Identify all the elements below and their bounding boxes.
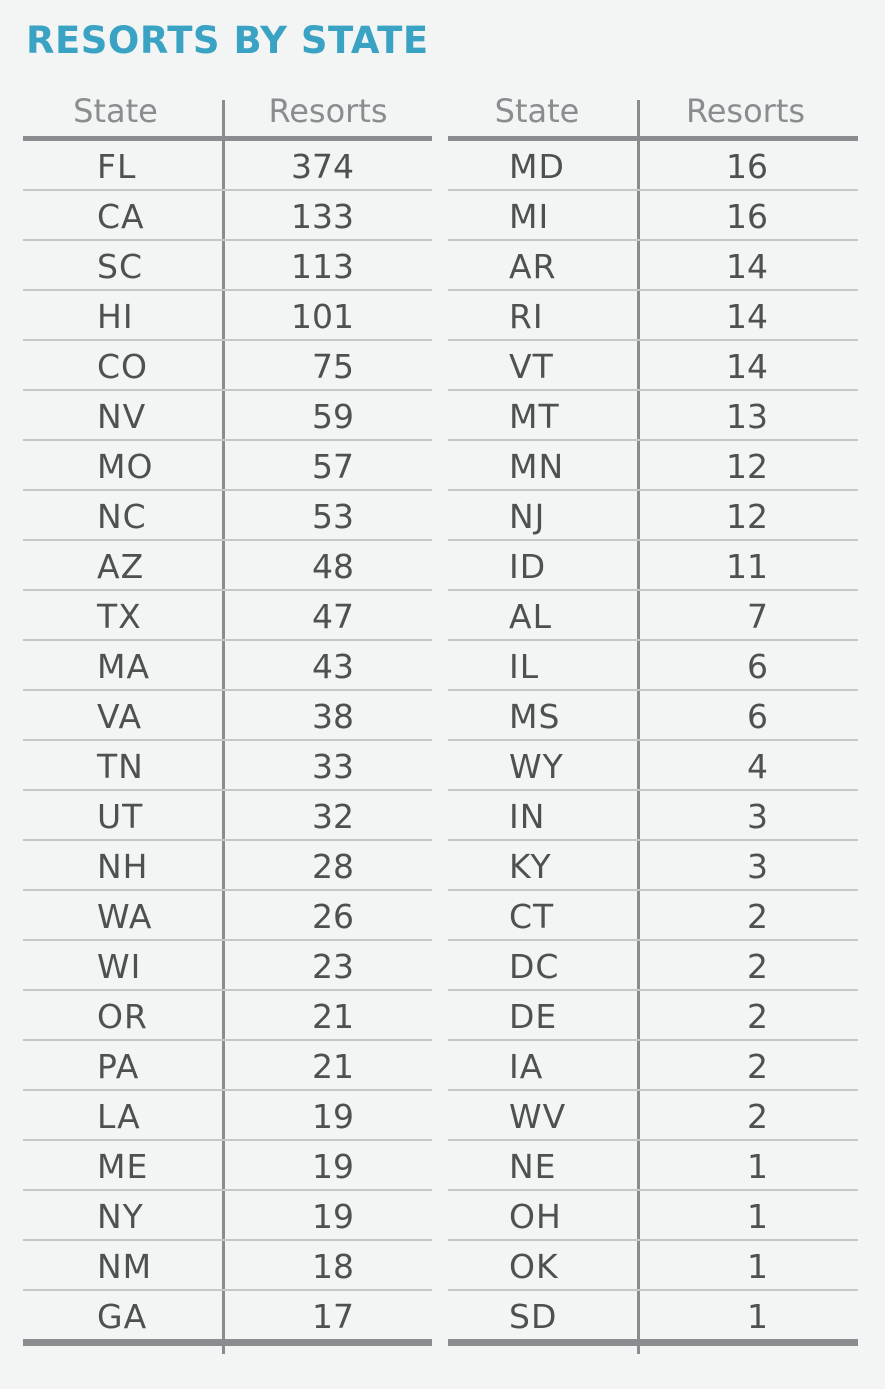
state-cell: WV [509,1097,567,1136]
table-row [448,841,858,891]
resorts-cell: 2 [747,1097,768,1136]
resorts-cell: 18 [312,1247,354,1286]
header-state: State [73,92,158,130]
resorts-cell: 3 [747,847,768,886]
resorts-cell: 21 [312,997,354,1036]
resorts-cell: 33 [312,747,354,786]
state-cell: DC [509,947,560,986]
state-cell: ME [97,1147,149,1186]
table-row [23,1041,432,1091]
table-row [23,1291,432,1346]
table-body [448,141,858,1346]
state-cell: ID [509,547,547,586]
state-cell: HI [97,297,134,336]
table-row [23,241,432,291]
state-cell: VT [509,347,554,386]
resorts-cell: 11 [726,547,768,586]
table-row [23,141,432,191]
resorts-cell: 17 [312,1297,354,1336]
table-row [448,791,858,841]
resorts-cell: 57 [312,447,354,486]
resorts-cell: 1 [747,1147,768,1186]
state-cell: CA [97,197,145,236]
resorts-cell: 16 [726,147,768,186]
resorts-cell: 3 [747,797,768,836]
table-row [23,1241,432,1291]
table-row [448,641,858,691]
resorts-cell: 14 [726,347,768,386]
state-cell: MD [509,147,565,186]
table-row [23,291,432,341]
table-row [448,291,858,341]
resorts-cell: 23 [312,947,354,986]
state-cell: RI [509,297,544,336]
table-row [448,191,858,241]
resorts-cell: 26 [312,897,354,936]
resorts-cell: 19 [312,1097,354,1136]
table-row [448,491,858,541]
resorts-cell: 43 [312,647,354,686]
table-row [448,941,858,991]
resorts-cell: 19 [312,1147,354,1186]
state-cell: MS [509,697,561,736]
resorts-cell: 13 [726,397,768,436]
resorts-cell: 14 [726,297,768,336]
resorts-cell: 48 [312,547,354,586]
state-cell: PA [97,1047,140,1086]
table-row [23,991,432,1041]
state-cell: SD [509,1297,558,1336]
resorts-cell: 2 [747,947,768,986]
resorts-cell: 14 [726,247,768,286]
table-right [448,88,858,1358]
page-title: RESORTS BY STATE [26,19,429,62]
state-cell: AR [509,247,557,286]
state-cell: MI [509,197,550,236]
state-cell: WA [97,897,153,936]
table-row [23,441,432,491]
table-row [23,841,432,891]
resorts-cell: 1 [747,1297,768,1336]
state-cell: NY [97,1197,144,1236]
state-cell: IL [509,647,540,686]
state-cell: KY [509,847,552,886]
table-row [448,541,858,591]
table-row [23,1191,432,1241]
table-row [23,341,432,391]
state-cell: SC [97,247,143,286]
resorts-cell: 101 [291,297,354,336]
table-row [23,1141,432,1191]
table-row [448,591,858,641]
table-row [448,391,858,441]
table-row [23,741,432,791]
table-row [448,1241,858,1291]
table-row [23,691,432,741]
resorts-cell: 75 [312,347,354,386]
table-row [23,391,432,441]
state-cell: NH [97,847,149,886]
state-cell: OH [509,1197,562,1236]
state-cell: OR [97,997,148,1036]
state-cell: UT [97,797,144,836]
state-cell: MO [97,447,154,486]
resorts-cell: 12 [726,497,768,536]
resorts-cell: 32 [312,797,354,836]
state-cell: AL [509,597,552,636]
table-row [448,241,858,291]
state-cell: CT [509,897,555,936]
table-row [448,1141,858,1191]
resorts-cell: 2 [747,1047,768,1086]
table-row [448,741,858,791]
table-row [23,491,432,541]
state-cell: MA [97,647,151,686]
resorts-cell: 38 [312,697,354,736]
table-row [448,691,858,741]
state-cell: FL [97,147,137,186]
table-row [448,991,858,1041]
resorts-cell: 59 [312,397,354,436]
state-cell: WY [509,747,564,786]
resorts-cell: 19 [312,1197,354,1236]
table-body [23,141,432,1346]
table-row [448,341,858,391]
resorts-cell: 133 [291,197,354,236]
resorts-cell: 7 [747,597,768,636]
resorts-cell: 4 [747,747,768,786]
resorts-cell: 2 [747,997,768,1036]
state-cell: MT [509,397,560,436]
table-row [23,641,432,691]
table-left [23,88,432,1358]
resorts-cell: 16 [726,197,768,236]
table-row [448,1041,858,1091]
table-row [23,891,432,941]
table-row [448,141,858,191]
table-row [23,791,432,841]
state-cell: TX [97,597,142,636]
state-cell: MN [509,447,565,486]
state-cell: NC [97,497,147,536]
state-cell: TN [97,747,144,786]
resorts-cell: 53 [312,497,354,536]
resorts-cell: 2 [747,897,768,936]
resorts-cell: 47 [312,597,354,636]
state-cell: NJ [509,497,546,536]
table-header [23,88,432,141]
state-cell: NM [97,1247,153,1286]
header-state: State [494,92,580,130]
resorts-cell: 21 [312,1047,354,1086]
resorts-cell: 12 [726,447,768,486]
resorts-cell: 374 [291,147,354,186]
state-cell: CO [97,347,149,386]
state-cell: IA [509,1047,544,1086]
resorts-cell: 6 [747,647,768,686]
state-cell: DE [509,997,558,1036]
state-cell: WI [97,947,142,986]
state-cell: AZ [97,547,145,586]
table-row [448,1091,858,1141]
table-header [448,88,858,141]
table-row [448,1191,858,1241]
table-row [23,541,432,591]
resorts-cell: 1 [747,1197,768,1236]
table-row [23,591,432,641]
header-resorts: Resorts [685,92,806,130]
state-cell: VA [97,697,143,736]
state-cell: GA [97,1297,148,1336]
table-row [448,1291,858,1346]
table-row [448,891,858,941]
table-row [448,441,858,491]
table-row [23,191,432,241]
table-row [23,1091,432,1141]
state-cell: NV [97,397,147,436]
table-row [23,941,432,991]
resorts-cell: 28 [312,847,354,886]
header-resorts: Resorts [268,92,388,130]
state-cell: IN [509,797,546,836]
state-cell: LA [97,1097,141,1136]
state-cell: OK [509,1247,559,1286]
resorts-cell: 6 [747,697,768,736]
resorts-cell: 113 [291,247,354,286]
resorts-cell: 1 [747,1247,768,1286]
state-cell: NE [509,1147,557,1186]
